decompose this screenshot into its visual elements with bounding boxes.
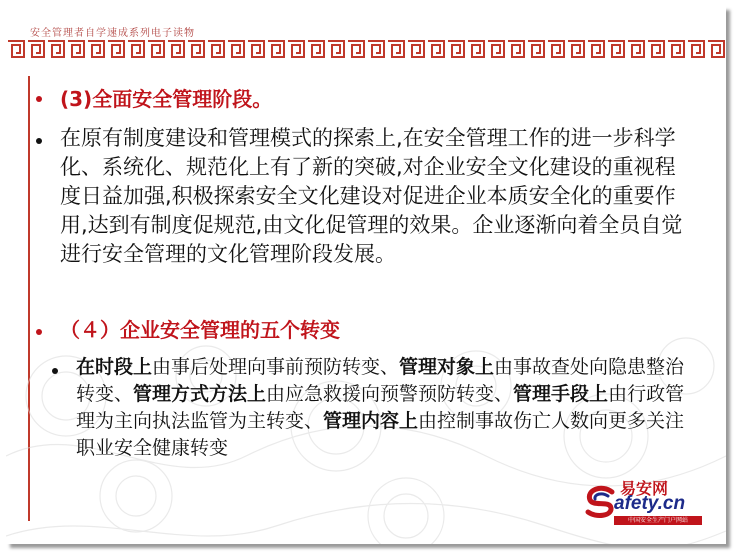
shift-text: 由控制事故伤亡人数向更多关注职业安全健康转变 (76, 410, 685, 459)
shift-term: 管理对象上 (399, 356, 495, 378)
shifts-paragraph (76, 354, 688, 462)
series-title: 安全管理者自学速成系列电子读物 (30, 28, 195, 39)
heading-five-shifts: （４）企业安全管理的五个转变 (60, 318, 340, 342)
bullet-4 (52, 368, 58, 374)
safety-cn-logo (584, 476, 704, 526)
slide (6, 6, 726, 544)
bullet-3 (36, 329, 42, 335)
paragraph-stage-3: 在原有制度建设和管理模式的探索上,在安全管理工作的进一步科学化、系统化、规范化上有了新的突破,对企业安全文化建设的重视程度日益加强,积极探索安全文化建设对促进企业本质安全化的重要作用,达到有制度促规范,由文化促管理的效果。企业逐渐向着全员自觉进行安全管理的文化管理阶段发展。 (60, 126, 683, 266)
logo-subtitle: 中国安全生产门户网站 (614, 516, 702, 525)
slide-header (6, 6, 726, 64)
shift-text: 由事故查处向隐患整治转变、 (76, 356, 685, 405)
shift-term: 管理手段上 (513, 383, 609, 405)
logo-swirl-icon (584, 484, 618, 518)
logo-cn-text: 易安网 (620, 479, 669, 498)
fret-pattern-band (6, 39, 726, 59)
shift-term: 管理方式方法上 (133, 383, 267, 405)
bullet-2 (36, 138, 42, 144)
shift-text: 由行政管理为主向执法监管为主转变、 (76, 383, 685, 432)
shift-term: 在时段上 (76, 356, 153, 378)
heading-stage-3: (3)全面安全管理阶段。 (60, 87, 273, 111)
shift-term: 管理内容上 (323, 410, 419, 432)
bullet-1 (36, 96, 42, 102)
logo-en-text: afety.cn (614, 493, 686, 514)
shift-text: 由应急救援向预警预防转变、 (266, 383, 514, 405)
shift-text: 由事后处理向事前预防转变、 (152, 356, 400, 378)
